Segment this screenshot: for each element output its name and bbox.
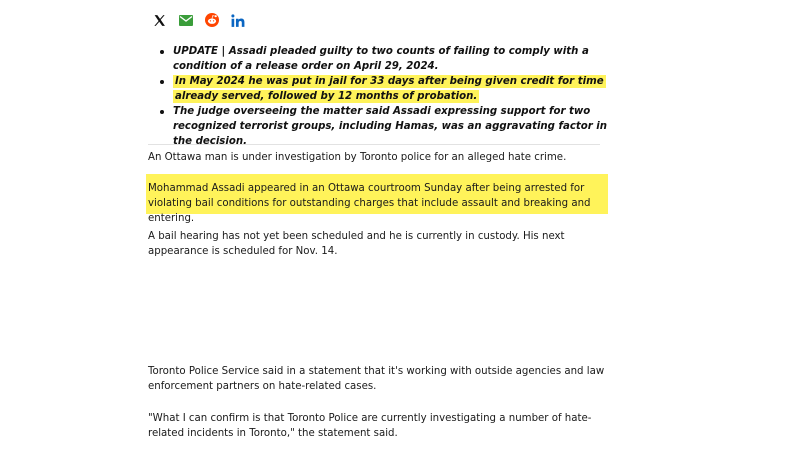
linkedin-share-button[interactable] bbox=[231, 11, 257, 29]
article-paragraph-2: Mohammad Assadi appeared in an Ottawa courtroom Sunday after being arrested for violating bail conditions for outstanding charges that include assault and breaking and entering. bbox=[148, 183, 591, 224]
summary-divider bbox=[148, 144, 600, 145]
article-paragraph-4: Toronto Police Service said in a statement that it's working with outside agencies and law enforcement partners on hate-related cases. bbox=[148, 366, 605, 392]
article-paragraph-1: An Ottawa man is under investigation by Toronto police for an alleged hate crime. bbox=[148, 152, 567, 163]
story-summary-list bbox=[159, 44, 623, 149]
envelope-icon bbox=[179, 15, 193, 26]
reddit-logo-icon bbox=[205, 13, 219, 27]
summary-highlight: In May 2024 he was put in jail for 33 days after being given credit for time already served, followed by 12 months of probation. bbox=[175, 76, 604, 102]
summary-item-sentence bbox=[173, 74, 623, 104]
share-bar bbox=[153, 11, 257, 29]
x-share-button[interactable] bbox=[153, 11, 179, 29]
x-logo-icon bbox=[153, 14, 166, 27]
article-paragraph-5: "What I can confirm is that Toronto Police are currently investigating a number of hate-related incidents in Toronto," the statement said. bbox=[148, 413, 592, 439]
reddit-share-button[interactable] bbox=[205, 11, 231, 29]
linkedin-logo-icon bbox=[231, 14, 245, 27]
article-paragraph-3: A bail hearing has not yet been scheduled and he is currently in custody. His next appearance is scheduled for Nov. 14. bbox=[148, 231, 565, 257]
summary-item-update: UPDATE | Assadi pleaded guilty to two counts of failing to comply with a condition of a release order on April 29, 2024. bbox=[173, 44, 623, 74]
summary-item-judge: The judge overseeing the matter said Assadi expressing support for two recognized terrorist groups, including Hamas, was an aggravating factor in the decision. bbox=[173, 104, 623, 149]
email-share-button[interactable] bbox=[179, 11, 205, 29]
